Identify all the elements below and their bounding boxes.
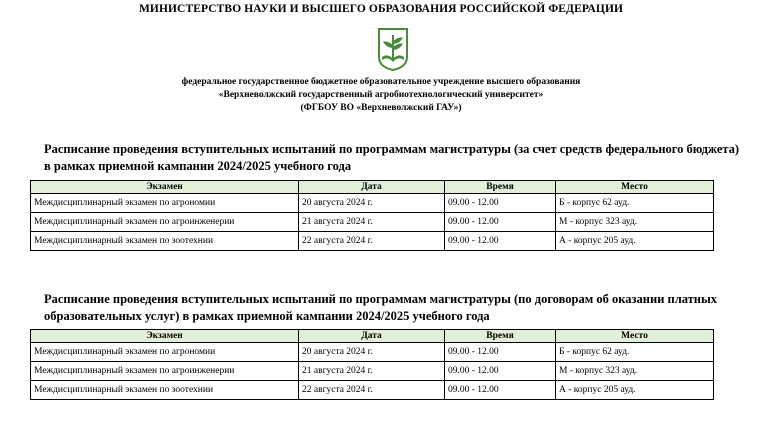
table-row: [31, 213, 714, 232]
date-cell: 21 августа 2024 г.: [299, 362, 445, 381]
time-cell: 09.00 - 12.00: [445, 362, 556, 381]
date-cell: 22 августа 2024 г.: [299, 232, 445, 251]
table-header-row: [31, 330, 714, 343]
date-cell: 22 августа 2024 г.: [299, 381, 445, 400]
place-cell: А - корпус 205 ауд.: [556, 381, 714, 400]
org-line-1: федеральное государственное бюджетное образовательное учреждение высшего образования: [181, 77, 581, 87]
exam-cell: Междисциплинарный экзамен по агроинженерии: [31, 362, 299, 381]
university-emblem-icon: [376, 27, 410, 71]
place-cell: М - корпус 323 ауд.: [556, 213, 714, 232]
time-cell: 09.00 - 12.00: [445, 213, 556, 232]
date-cell: 20 августа 2024 г.: [299, 343, 445, 362]
column-header-time: Время: [445, 181, 556, 194]
schedule-table-paid: [30, 329, 714, 400]
date-cell: 20 августа 2024 г.: [299, 194, 445, 213]
exam-cell: Междисциплинарный экзамен по зоотехнии: [31, 381, 299, 400]
schedule-title-paid: Расписание проведения вступительных испытаний по программам магистратуры (по договорам об оказании платных образовательных услуг) в рамках приемной кампании 2024/2025 учебного года: [44, 292, 718, 323]
org-line-2: «Верхневолжский государственный агробиотехнологический университет»: [218, 90, 544, 100]
column-header-date: Дата: [299, 181, 445, 194]
column-header-time: Время: [445, 330, 556, 343]
table-header-row: [31, 181, 714, 194]
ministry-title: МИНИСТЕРСТВО НАУКИ И ВЫСШЕГО ОБРАЗОВАНИЯ РОССИЙСКОЙ ФЕДЕРАЦИИ: [138, 3, 624, 15]
exam-cell: Междисциплинарный экзамен по зоотехнии: [31, 232, 299, 251]
time-cell: 09.00 - 12.00: [445, 381, 556, 400]
place-cell: Б - корпус 62 ауд.: [556, 343, 714, 362]
column-header-date: Дата: [299, 330, 445, 343]
time-cell: 09.00 - 12.00: [445, 232, 556, 251]
schedule-table-budget: [30, 180, 714, 251]
column-header-exam: Экзамен: [31, 181, 299, 194]
table-row: [31, 343, 714, 362]
exam-cell: Междисциплинарный экзамен по агрономии: [31, 194, 299, 213]
time-cell: 09.00 - 12.00: [445, 343, 556, 362]
column-header-exam: Экзамен: [31, 330, 299, 343]
exam-cell: Междисциплинарный экзамен по агроинженерии: [31, 213, 299, 232]
time-cell: 09.00 - 12.00: [445, 194, 556, 213]
table-row: [31, 232, 714, 251]
table-row: [31, 381, 714, 400]
place-cell: М - корпус 323 ауд.: [556, 362, 714, 381]
schedule-title-budget: Расписание проведения вступительных испытаний по программам магистратуры (за счет средств федерального бюджета) в рамках приемной кампании 2024/2025 учебного года: [44, 142, 740, 173]
place-cell: Б - корпус 62 ауд.: [556, 194, 714, 213]
exam-cell: Междисциплинарный экзамен по агрономии: [31, 343, 299, 362]
org-line-3: (ФГБОУ ВО «Верхневолжский ГАУ»): [300, 103, 462, 113]
table-row: [31, 194, 714, 213]
table-row: [31, 362, 714, 381]
column-header-place: Место: [556, 181, 714, 194]
date-cell: 21 августа 2024 г.: [299, 213, 445, 232]
column-header-place: Место: [556, 330, 714, 343]
place-cell: А - корпус 205 ауд.: [556, 232, 714, 251]
